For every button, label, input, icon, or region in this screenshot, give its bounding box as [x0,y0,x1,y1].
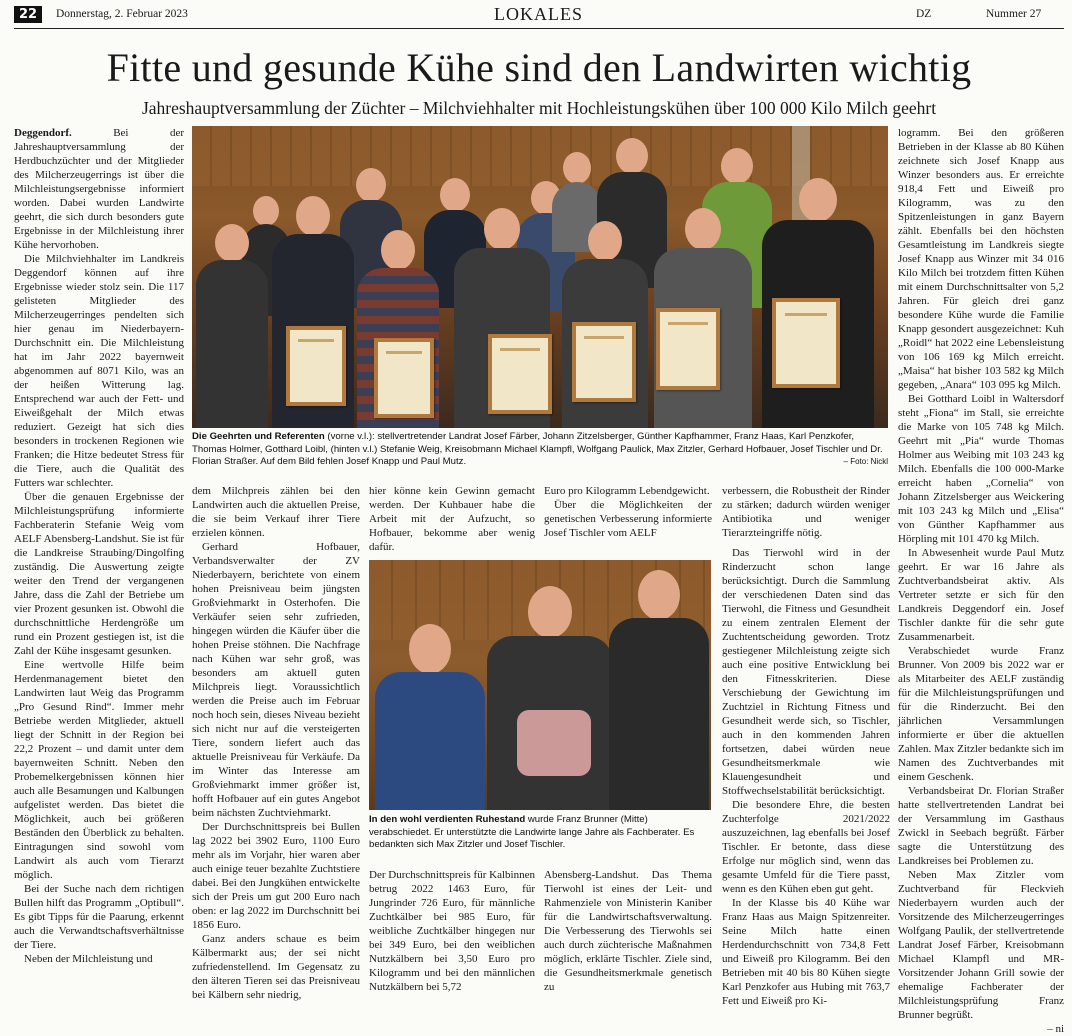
section-title: LOKALES [494,4,583,24]
dateline: Deggendorf. [14,127,72,139]
issue-number: Nummer 27 [986,8,1042,20]
paragraph: Über die genauen Ergebnisse der Milchleistungsprüfung informierte Fachberaterin Stefanie Weig vom AELF Abensberg-Landshut. Sie ist für die Landkreise Straubing/Dingolfing zuständig. Die Auswertung zeigte weiter den Trend der vergangenen Jahre, dass die Zahl der Betriebe um vier Prozent gesunken ist. Obwohl die durchschnittliche Herdengröße um rund ein Prozent gestiegen ist, ist die Zahl der Kühe insgesamt gesunken. [14,491,184,657]
article-headline: Fitte und gesunde Kühe sind den Landwirten wichtig [106,45,972,90]
certificate [286,326,346,406]
article-column-6 [898,126,1064,1035]
photo-credit: – Foto: Nickl [843,457,888,466]
page-number: 22 [14,6,42,23]
paragraph-text: Bei der Jahreshauptversammlung der Herdbuchzüchter und der Mitglieder des Milcherzeugerrings ist über die Milchleistungsergebnisse informiert worden. Dabei wurden Landwirte geehrt, die sich durch besonders gute Ergebnisse in der Milchleistung ihrer Kühe hervorhoben. [14,127,184,251]
paragraph: Der Durchschnittspreis bei Bullen lag 2022 bei 3902 Euro, 1100 Euro mehr als im Vorjahr, hier waren aber auch einige teuer bezahlte Zuchtstiere dabei. Bei den Jungkühen entwickelte sich der Preis um gut 200 Euro nach oben: er lag 2022 im Durchschnitt bei 1856 Euro. [192,821,360,931]
paragraph: logramm. Bei den größeren Betrieben in der Klasse ab 80 Kühen zeichnete sich Josef Knapp aus Winzer besonders aus. Er erreichte 918,4 Fett und Eiweiß pro Kilogramm, was zu den Spitzenleistungen in ganz Bayern zählt. Ebenfalls bei den höchsten Gesamtleistung im Landkreis siegte Josef Knapp aus Winzer mit 34 016 Kilo Milch bei trotzdem fitten Kühen mit einem Durchschnittsalter von 5,2 Jahren. Für gleich drei ganz besondere Kühe wurde die Familie Knapp gesondert ausgezeichnet: Kuh „Roidl“ hat 2022 eine Lebensleistung von 106 169 kg Milch erreicht. „Maisa“ hat bisher 103 582 kg Milch gegeben, „Anara“ 103 095 kg Milch. [898,127,1064,391]
article-column-5 [722,546,890,1007]
paragraph: Gerhard Hofbauer, Verbandsverwalter der ZV Niederbayern, berichtete von einem hohen Preisniveau beim jüngsten Großviehmarkt in Osterhofen. Die Verkäufer seien sehr zufrieden, hingegen würden die Käufer über die hohen Preise stöhnen. Die Nachfrage nach Kühen war sehr groß, was besonders am aktuell guten Milchpreis liegt. Voraussichtlich werden die Preise auch im Februar noch hoch sein, dieses Niveau bezieht sich nicht nur auf die versteigerten Tiere, sondern liefert auch das aktuelle Preisniveau für Verkäufe. Da im Winter das Interesse am Großviehmarkt immer größer ist, hofft Hofbauer auf ein gutes Angebot beim nächsten Zuchtviehmarkt. [192,541,360,819]
certificate [572,322,636,402]
paragraph: Verbandsbeirat Dr. Florian Straßer hatte stellvertretenden Landrat bei der Versammlung im Gasthaus Zwickl in Seebach begrüßt. Färber sagte die Unterstützung des Landkreises bei Problemen zu. [898,785,1064,867]
farewell-photo [369,560,711,810]
caption-text: wurde Franz Brunner (Mitte) verabschiedet. Er unterstützte die Landwirte lange Jahre als Fachberater. Es bedankten sich Max Zitzler und Josef Tischler. [369,814,695,850]
article-column-4-bottom [544,868,712,994]
paragraph: Das Tierwohl wird in der Rinderzucht schon lange berücksichtigt. Durch die Sammlung der verschiedenen Daten sind das Tierwohl, die Fitness und Gesundheit zu einem zentralen Element der Zuchtentscheidung geworden. Trotz gestiegener Milchleistung zeigte sich auch eine positive Entwicklung bei den Fitnesskriterien. Diese Verschiebung der Gewichtung im Zuchtziel in Richtung Fitness und Gesundheit werde sich, so Tischler, auch in den kommenden Jahren fortsetzen, dabei würden neue Gesundheitsmerkmale wie Klauengesundheit und Stoffwechselstabilität berücksichtigt. [722,547,890,797]
author-signoff: – ni [1047,1023,1064,1035]
paragraph: verbessern, die Robustheit der Rinder zu stärken; dadurch würden weniger Antibiotika und weniger Tierarzteingriffe nötig. [722,485,890,539]
paragraph: Die besondere Ehre, die besten Zuchterfolge 2021/2022 auszuzeichnen, lag ebenfalls bei Josef Tischler. Er betonte, dass diese Erfolge nur möglich sind, wenn das gesamte Umfeld für die Tiere passt, wenn es den Kühen eben gut geht. [722,799,890,895]
paragraph: In der Klasse bis 40 Kühe war Franz Haas aus Maign Spitzenreiter. Seine Milch hatte einen Herdendurchschnitt von 734,8 Fett und Eiweiß pro Kilogramm. Bei den Betrieben mit 40 bis 80 Kühen siegte Karl Penzkofer aus Hubing mit 763,7 Fett und Eiweiß pro Ki- [722,897,890,1007]
article-column-3-bottom [369,868,535,994]
article-column-3-top [369,484,535,556]
person [609,570,709,810]
person [487,586,613,810]
article-column-2 [192,484,360,1001]
group-photo [192,126,888,428]
article-column-1 [14,126,184,994]
paragraph: hier könne kein Gewinn gemacht werden. Der Kuhbauer habe die Arbeit mit der Aufzucht, so Hofbauer, bekomme aber wenig dafür. [369,485,535,553]
paragraph [14,126,184,252]
paragraph: dem Milchpreis zählen bei den Landwirten auch die aktuellen Preise, die sie beim Verkauf ihrer Tiere erzielen können. [192,485,360,539]
certificate [488,334,552,414]
photo-caption [369,814,711,852]
issue-date: Donnerstag, 2. Februar 2023 [56,8,188,20]
gift-basket [517,710,591,776]
paragraph: In Abwesenheit wurde Paul Mutz geehrt. Er war 16 Jahre als Zuchtverbandsbeirat aktiv. Als Vertreter setzte er sich für den Landkreis Deggendorf ein. Josef Tischler dankte für die sehr gute Zusammenarbeit. [898,547,1064,643]
person [375,624,485,810]
caption-text: (vorne v.l.): stellvertretender Landrat Josef Färber, Johann Zitzelsberger, Günther Kapfhammer, Franz Haas, Karl Penzkofer, Thomas Holmer, Gotthard Loibl, (hinten v.l.) Stefanie Weig, Kreisobmann Michael Klampfl, Wolfgang Paulick, Max Zitzler, Gerhard Hofbauer, Josef Tischler und Dr. Florian Straßer. Auf dem Bild fehlen Josef Knapp und Paul Mutz. [192,431,883,467]
paragraph: Bei der Suche nach dem richtigen Bullen hilft das Programm „Optibull“. Es gibt Tipps für die Paarung, erkennt auch die Verwandtschaftsverhältnisse der Tiere. [14,883,184,951]
page-header [14,4,1064,29]
paragraph: Eine wertvolle Hilfe beim Herdenmanagement bietet den Landwirten laut Weig das Programm „Pro Gesund Rind“. Immer mehr Betriebe werden Mitglieder, aktuell liegt der Schnitt in der Region bei 22,2 Prozent – und damit unter dem bayernweiten Schnitt. Neben den Probemelkergebnissen können hier auch alle Besamungen und Kalbungen aufgelistet werden. Das bietet die Möglichkeit, auch bei größeren Beständen den Überblick zu behalten. Eintragungen sind sowohl vom Landwirt als auch vom Tierarzt möglich. [14,659,184,881]
paragraph: Neben Max Zitzler vom Zuchtverband für Fleckvieh Niederbayern wurden auch der Vorsitzende des Milcherzeugerringes Wolfgang Paulik, der stellvertretende Landrat Josef Färber, Kreisobmann Michael Klampfl und MR-Vorsitzender Johann Grill sowie der ehemalige Fachberater der Milchleistungsprüfung Franz Brunner begrüßt. [898,869,1064,1021]
caption-lead: In den wohl verdienten Ruhestand [369,814,526,825]
person [196,224,268,428]
paragraph: Neben der Milchleistung und [24,953,153,965]
article-subheadline: Jahreshauptversammlung der Züchter – Milchviehhalter mit Hochleistungskühen über 100 000 Kilo Milch geehrt [141,98,937,118]
paragraph: Euro pro Kilogramm Lebendgewicht. [544,485,710,497]
article-column-4-top [544,484,712,556]
certificate [374,338,434,418]
paragraph: Der Durchschnittspreis für Kalbinnen betrug 2022 1463 Euro, für Jungrinder 726 Euro, für männliche Zuchtkälber bei 985 Euro, für weibliche Zuchtkälber hingegen nur bei 349 Euro, bei den weiblichen Nutzkälbern bei 3,50 Euro pro Kilogramm und bei den männlichen Nutzkälbern bei 5,72 [369,869,535,993]
paragraph: Die Milchviehhalter im Landkreis Deggendorf können auf ihre Ergebnisse wieder stolz sein. Die 117 gelisteten Mitglieder des Milcherzeugerringes pendelten sich hier genau im Niederbayern-Durchschnitt ein. Die Milchleistung hat im Jahr 2022 bayernweit abgenommen auf 8071 Kilo, was an der heißen Witterung lag. Entsprechend war auch der Fett- und Eiweißgehalt der Milch etwas reduziert. Gezeigt hat sich dies besonders in trockenen Regionen wie Franken; die Hitze bedeutet Stress für die Tiere, auch die Qualität des Futters war schlechter. [14,253,184,489]
paragraph: Verabschiedet wurde Franz Brunner. Von 2009 bis 2022 war er als Mitarbeiter des AELF zuständig für die Milchleistungsprüfungen und für die Rinderzucht. Bei den jährlichen Versammlungen informierte er über die aktuellen Zahlen. Max Zitzler bedankte sich im Namen des Zuchtverbandes mit einem Geschenk. [898,645,1064,783]
photo-caption [192,431,888,469]
paragraph: Ganz anders schaue es beim Kälbermarkt aus; der sei nicht zufriedenstellend. Im Gegensatz zu den älteren Tieren sei das Preisniveau bei Kälbern sehr niedrig, [192,933,360,1001]
article-column-5-top [722,484,890,544]
paragraph: Abensberg-Landshut. Das Thema Tierwohl ist eines der Leit- und Rahmenziele von Ministerin Kaniber für die Landwirtschaftsverwaltung. Die Verbesserung des Tierwohls sei auch durch züchterische Maßnahmen möglich, erklärte Tischler. Ziele sind, die Gesundheitsmerkmale genetisch zu [544,869,712,993]
caption-lead: Die Geehrten und Referenten [192,431,325,442]
paragraph: Bei Gotthard Loibl in Waltersdorf steht „Fiona“ im Stall, sie erreichte die Marke von 105 748 kg Milch. Geehrt mit „Pia“ wurde Thomas Holmer aus Weibing mit 103 243 kg Milch. Ebenfalls die 100 000-Marke erreicht haben „Cornelia“ von Johann Zitzelsberger aus Weickering mit 103 243 kg Milch und „Elisa“ von Günther Kapfhammer aus Hörpling mit 101 470 kg Milch. [898,393,1064,545]
paragraph: Über die Möglichkeiten der genetischen Verbesserung informierte Josef Tischler vom AELF [544,499,712,539]
paper-name: DZ [916,8,932,20]
certificate [656,308,720,390]
certificate [772,298,840,388]
